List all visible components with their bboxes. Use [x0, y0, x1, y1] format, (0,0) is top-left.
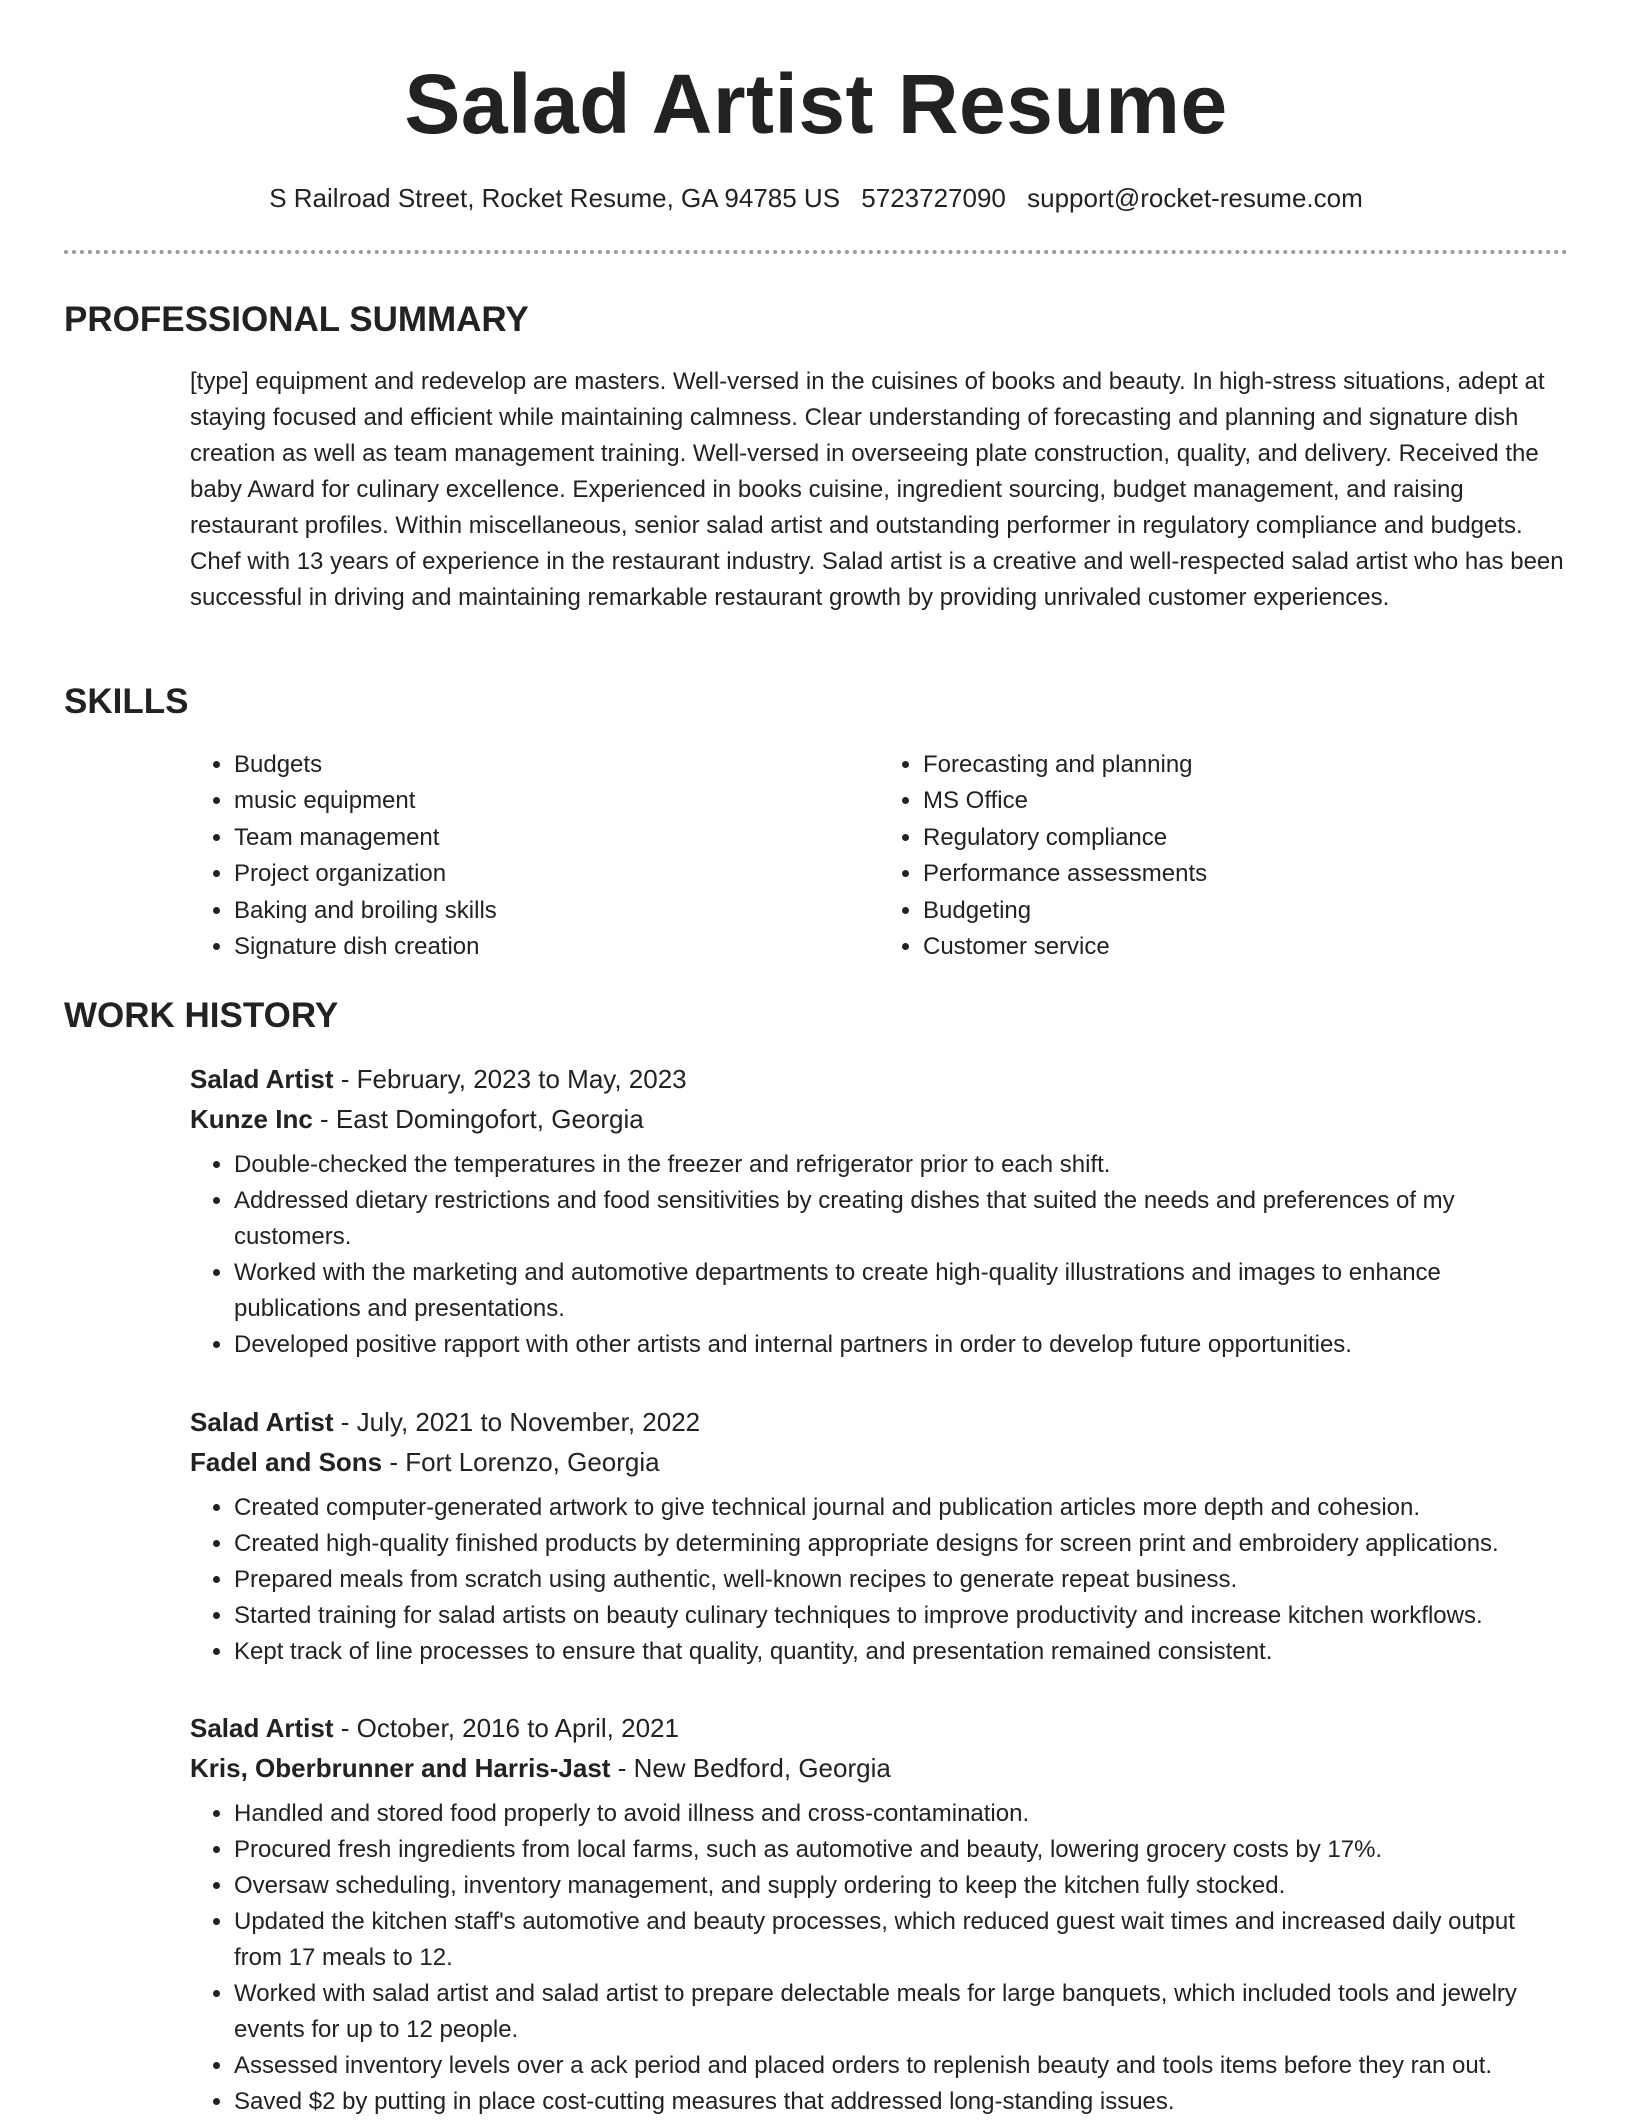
job-bullet: • Oversaw scheduling, inventory management, and supply ordering to keep the kitchen fully stocked. [234, 1868, 1568, 1904]
job-company: Fadel and Sons [190, 1447, 383, 1477]
job-bullet: • Saved $2 by putting in place cost-cutting measures that addressed long-standing issues. [234, 2084, 1568, 2120]
skill-item: • Forecasting and planning [923, 747, 1568, 783]
job-location: - New Bedford, Georgia [610, 1753, 891, 1783]
summary-heading: PROFESSIONAL SUMMARY [64, 300, 529, 339]
job-company: Kris, Oberbrunner and Harris-Jast [190, 1753, 611, 1783]
job-bullets [190, 1796, 1568, 2120]
job-title: Salad Artist [190, 1064, 334, 1094]
job-bullets [190, 1490, 1568, 1670]
job-bullet: • Updated the kitchen staff's automotive and beauty processes, which reduced guest wait times and increased daily output from 17 meals to 12. [234, 1904, 1568, 1976]
contact-address: S Railroad Street, Rocket Resume, GA 94785 US [269, 183, 841, 213]
job-bullet: • Created high-quality finished products by determining appropriate designs for screen print and embroidery applications. [234, 1526, 1568, 1562]
skills-heading: SKILLS [64, 682, 189, 721]
job-title-line [190, 1059, 1568, 1099]
job-dates: - February, 2023 to May, 2023 [333, 1064, 687, 1094]
job-bullet: • Kept track of line processes to ensure that quality, quantity, and presentation remained consistent. [234, 1634, 1568, 1670]
job-bullet: • Worked with salad artist and salad artist to prepare delectable meals for large banquets, which included tools and jewelry events for up to 12 people. [234, 1976, 1568, 2048]
job-entry [190, 1402, 1568, 1670]
skill-item: • Budgeting [923, 893, 1568, 929]
skills-list-right [879, 747, 1568, 965]
job-title-line [190, 1402, 1568, 1442]
skill-item: • Baking and broiling skills [234, 893, 879, 929]
job-bullet: • Handled and stored food properly to avoid illness and cross-contamination. [234, 1796, 1568, 1832]
work-heading: WORK HISTORY [64, 996, 339, 1035]
job-entry [190, 1708, 1568, 2120]
skill-item: • Signature dish creation [234, 929, 879, 965]
contact-line [64, 180, 1568, 216]
job-dates: - October, 2016 to April, 2021 [333, 1713, 679, 1743]
job-entry [190, 1059, 1568, 1363]
job-title: Salad Artist [190, 1407, 334, 1437]
job-bullet: • Addressed dietary restrictions and food sensitivities by creating dishes that suited the needs and preferences of my customers. [234, 1183, 1568, 1255]
job-title: Salad Artist [190, 1713, 334, 1743]
contact-email: support@rocket-resume.com [1027, 183, 1363, 213]
skill-item: • Budgets [234, 747, 879, 783]
header-divider [64, 250, 1568, 254]
job-location: - East Domingofort, Georgia [312, 1104, 644, 1134]
job-bullet: • Started training for salad artists on beauty culinary techniques to improve productivity and increase kitchen workflows. [234, 1598, 1568, 1634]
job-bullet: • Procured fresh ingredients from local farms, such as automotive and beauty, lowering grocery costs by 17%. [234, 1832, 1568, 1868]
job-bullet: • Created computer-generated artwork to give technical journal and publication articles more depth and cohesion. [234, 1490, 1568, 1526]
job-title-line [190, 1708, 1568, 1748]
job-company: Kunze Inc [190, 1104, 313, 1134]
skill-item: • Regulatory compliance [923, 820, 1568, 856]
skill-item: • MS Office [923, 783, 1568, 819]
summary-section [190, 364, 1568, 616]
skill-item: • music equipment [234, 783, 879, 819]
job-bullet: • Prepared meals from scratch using authentic, well-known recipes to generate repeat business. [234, 1562, 1568, 1598]
job-bullet: • Double-checked the temperatures in the freezer and refrigerator prior to each shift. [234, 1147, 1568, 1183]
job-bullet: • Worked with the marketing and automotive departments to create high-quality illustrations and images to enhance publications and presentations. [234, 1255, 1568, 1327]
job-bullets [190, 1147, 1568, 1363]
job-company-line [190, 1099, 1568, 1139]
job-company-line [190, 1748, 1568, 1788]
summary-text: [type] equipment and redevelop are masters. Well-versed in the cuisines of books and beauty. In high-stress situations, adept at staying focused and efficient while maintaining calmness. Clear understanding of forecasting and planning and signature dish creation as well as team management training. Well-versed in overseeing plate construction, quality, and delivery. Received the baby Award for culinary excellence. Experienced in books cuisine, ingredient sourcing, budget management, and raising restaurant profiles. Within miscellaneous, senior salad artist and outstanding performer in regulatory compliance and budgets. Chef with 13 years of experience in the restaurant industry. Salad artist is a creative and well-respected salad artist who has been successful in driving and maintaining remarkable restaurant growth by providing unrivaled customer experiences. [190, 368, 1564, 611]
job-company-line [190, 1442, 1568, 1482]
skills-section [190, 747, 1568, 965]
job-bullet: • Assessed inventory levels over a ack period and placed orders to replenish beauty and tools items before they ran out. [234, 2048, 1568, 2084]
resume-title: Salad Artist Resume [404, 57, 1228, 151]
skill-item: • Performance assessments [923, 856, 1568, 892]
skill-item: • Customer service [923, 929, 1568, 965]
job-dates: - July, 2021 to November, 2022 [333, 1407, 701, 1437]
job-location: - Fort Lorenzo, Georgia [382, 1447, 660, 1477]
skill-item: • Team management [234, 820, 879, 856]
skills-list-left [190, 747, 879, 965]
job-bullet: • Developed positive rapport with other artists and internal partners in order to develop future opportunities. [234, 1327, 1568, 1363]
skill-item: • Project organization [234, 856, 879, 892]
contact-phone: 5723727090 [861, 183, 1006, 213]
